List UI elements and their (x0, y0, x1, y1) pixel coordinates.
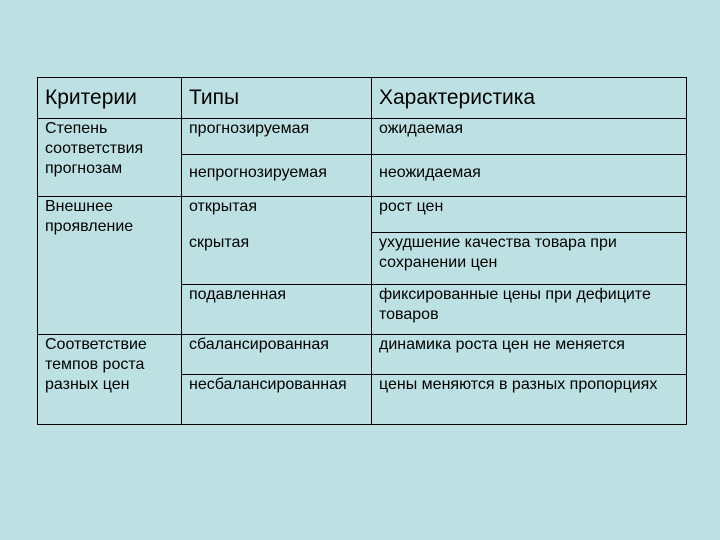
table-row (38, 335, 687, 375)
criterion-forecast: Степень соответствия прогнозам (38, 119, 182, 197)
type-cell: сбалансированная (182, 335, 372, 375)
header-characteristic: Характеристика (372, 78, 687, 119)
table-row (38, 119, 687, 155)
criterion-external: Внешнее проявление (38, 197, 182, 335)
characteristic-cell: цены меняются в разных пропорциях (372, 375, 687, 425)
characteristic-cell: ожидаемая (372, 119, 687, 155)
type-cell: подавленная (182, 285, 372, 335)
table-row (38, 197, 687, 233)
type-cell: открытая (182, 197, 372, 233)
criterion-balance: Соответствие темпов роста разных цен (38, 335, 182, 425)
characteristic-cell: фиксированные цены при дефиците товаров (372, 285, 687, 335)
type-cell: несбалансированная (182, 375, 372, 425)
characteristic-cell: динамика роста цен не меняется (372, 335, 687, 375)
inflation-classification-table (37, 77, 687, 425)
header-criteria: Критерии (38, 78, 182, 119)
characteristic-cell: неожидаемая (372, 155, 687, 197)
characteristic-cell: рост цен (372, 197, 687, 233)
characteristic-cell: ухудшение качества товара при сохранении цен (372, 233, 687, 285)
header-types: Типы (182, 78, 372, 119)
type-cell: непрогнозируемая (182, 155, 372, 197)
type-cell: скрытая (182, 233, 372, 285)
table-header-row (38, 78, 687, 119)
type-cell: прогнозируемая (182, 119, 372, 155)
